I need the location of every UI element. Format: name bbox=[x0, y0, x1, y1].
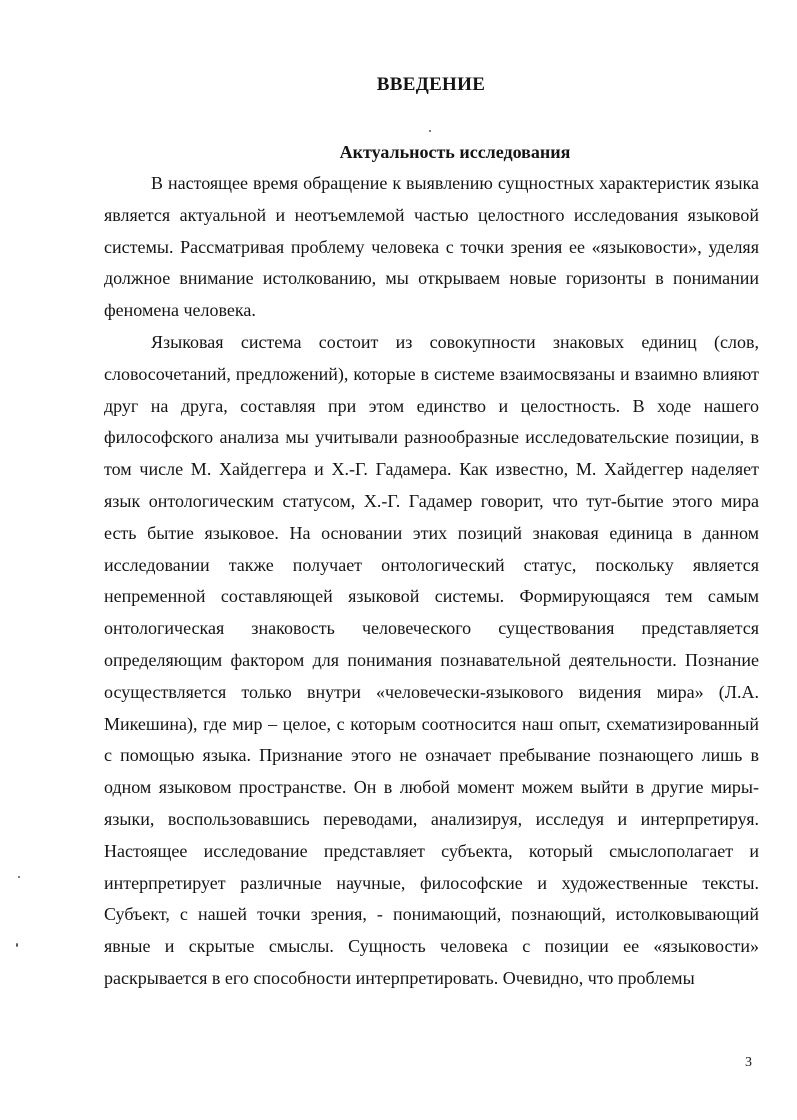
body-text bbox=[104, 168, 759, 995]
scan-speck bbox=[16, 943, 18, 947]
paragraph-1: В настоящее время обращение к выявлению сущностных характеристик языка является актуальной и неотъемлемой частью целостного исследования языковой системы. Рассматривая проблему человека с точки зрения ее «языковости», уделяя должное внимание истолкованию, мы открываем новые горизонты в понимании феномена человека. bbox=[104, 173, 759, 321]
scan-speck bbox=[18, 876, 20, 878]
page-number: 3 bbox=[745, 1055, 752, 1070]
section-heading: Актуальность исследования bbox=[339, 142, 571, 162]
page-title: ВВЕДЕНИЕ bbox=[376, 74, 486, 95]
paragraph-2: Языковая система состоит из совокупности знаковых единиц (слов, словосочетаний, предложений), которые в системе взаимосвязаны и взаимно влияют друг на друга, составляя при этом единство и целостность. В ходе нашего философского анализа мы учитывали разнообразные исследовательские позиции, в том числе М. Хайдеггера и Х.-Г. Гадамера. Как известно, М. Хайдеггер наделяет язык онтологическим статусом, Х.-Г. Гадамер говорит, что тут-бытие этого мира есть бытие языковое. На основании этих позиций знаковая единица в данном исследовании также получает онтологический статус, поскольку является непременной составляющей языковой системы. Формирующаяся тем самым онтологическая знаковость человеческого существования представляется определяющим фактором для понимания познавательной деятельности. Познание осуществляется только внутри «человечески-языкового видения мира» (Л.А. Микешина), где мир – целое, с которым соотносится наш опыт, схематизированный с помощью языка. Признание этого не означает пребывание познающего лишь в одном языковом пространстве. Он в любой момент можем выйти в другие миры-языки, воспользовавшись переводами, анализируя, исследуя и интерпретируя. Настоящее исследование представляет субъекта, который смыслополагает и интерпретирует различные научные, философские и художественные тексты. Субъект, с нашей точки зрения, - понимающий, познающий, истолковывающий явные и скрытые смыслы. Сущность человека с позиции ее «языковости» раскрывается в его способности интерпретировать. Очевидно, что проблемы bbox=[104, 331, 759, 988]
scan-speck bbox=[429, 130, 431, 132]
